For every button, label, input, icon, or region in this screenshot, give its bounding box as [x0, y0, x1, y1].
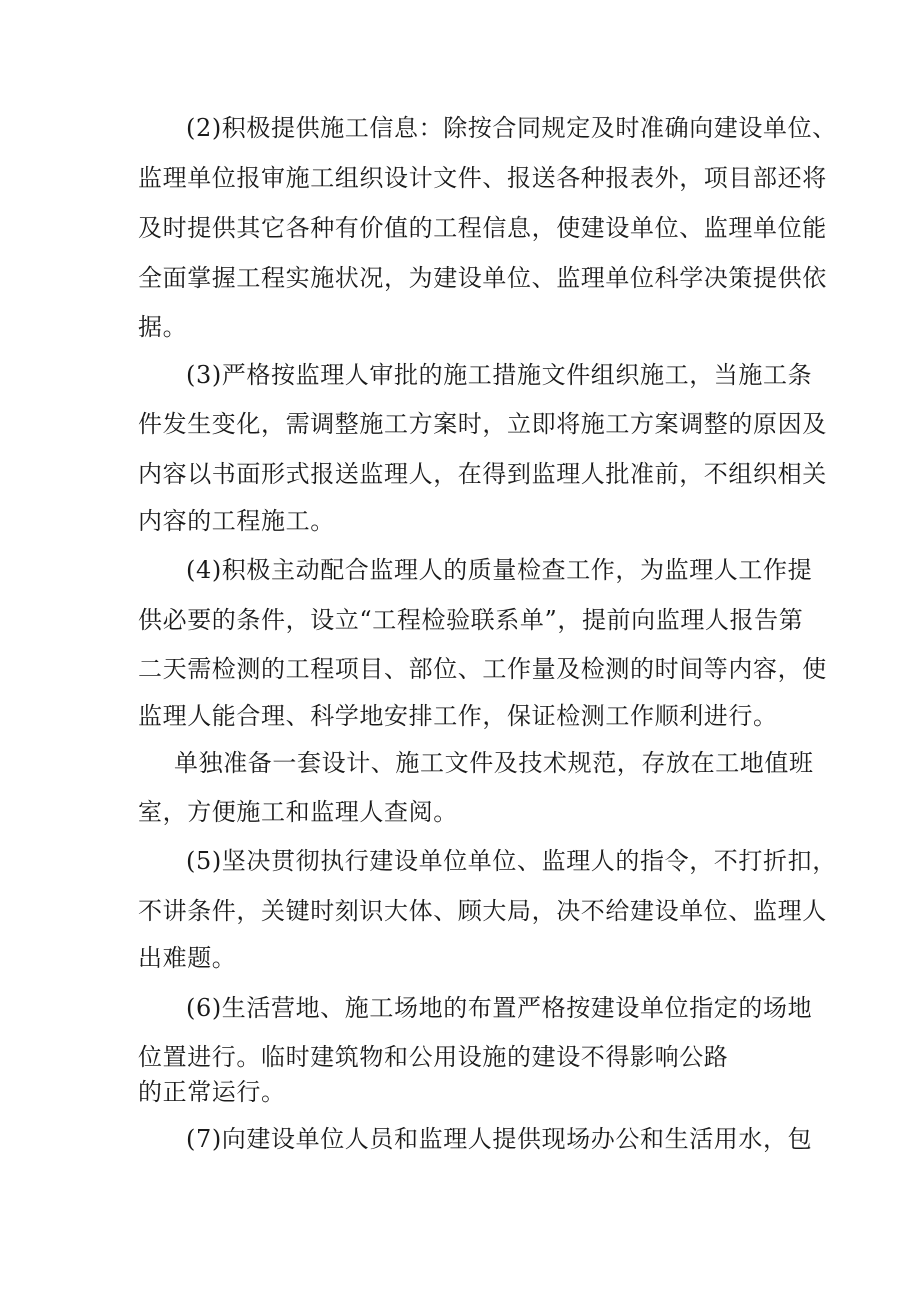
- paragraph-4-line-2: 供必要的条件，设立“工程检验联系单”，提前向监理人报告第: [138, 606, 804, 634]
- paragraph-6-line-1: (6)生活营地、施工场地的布置严格按建设单位指定的场地: [186, 994, 813, 1022]
- paragraph-6-line-3: 的正常运行。: [138, 1078, 286, 1106]
- paragraph-5-line-1: (5)坚决贯彻执行建设单位单位、监理人的指令，不打折扣，: [186, 847, 837, 875]
- paragraph-4-line-1: (4)积极主动配合监理人的质量检查工作，为监理人工作提: [186, 556, 813, 584]
- paragraph-2-line-5: 据。: [138, 313, 188, 341]
- paragraph-extra-line-2: 室，方便施工和监理人查阅。: [138, 798, 458, 826]
- paragraph-6-line-2: 位置进行。临时建筑物和公用设施的建设不得影响公路: [138, 1043, 729, 1071]
- paragraph-2-line-4: 全面掌握工程实施状况，为建设单位、监理单位科学决策提供依: [138, 264, 827, 292]
- paragraph-3-line-4: 内容的工程施工。: [138, 507, 335, 535]
- paragraph-5-line-3: 出难题。: [138, 944, 237, 972]
- paragraph-7-line-1: (7)向建设单位人员和监理人提供现场办公和生活用水，包: [186, 1125, 813, 1153]
- paragraph-3-line-2: 件发生变化，需调整施工方案时，立即将施工方案调整的原因及: [138, 410, 827, 438]
- paragraph-extra-line-1: 单独准备一套设计、施工文件及技术规范，存放在工地值班: [174, 749, 814, 777]
- paragraph-4-line-4: 监理人能合理、科学地安排工作，保证检测工作顺利进行。: [138, 702, 778, 730]
- paragraph-3-line-1: (3)严格按监理人审批的施工措施文件组织施工，当施工条: [186, 361, 813, 389]
- paragraph-2-line-3: 及时提供其它各种有价值的工程信息，使建设单位、监理单位能: [138, 214, 827, 242]
- paragraph-3-line-3: 内容以书面形式报送监理人，在得到监理人批准前，不组织相关: [138, 460, 827, 488]
- paragraph-5-line-2: 不讲条件，关键时刻识大体、顾大局，决不给建设单位、监理人: [138, 897, 827, 925]
- paragraph-2-line-1: (2)积极提供施工信息：除按合同规定及时准确向建设单位、: [186, 114, 837, 142]
- paragraph-2-line-2: 监理单位报审施工组织设计文件、报送各种报表外，项目部还将: [138, 164, 827, 192]
- paragraph-4-line-3: 二天需检测的工程项目、部位、工作量及检测的时间等内容，使: [138, 655, 827, 683]
